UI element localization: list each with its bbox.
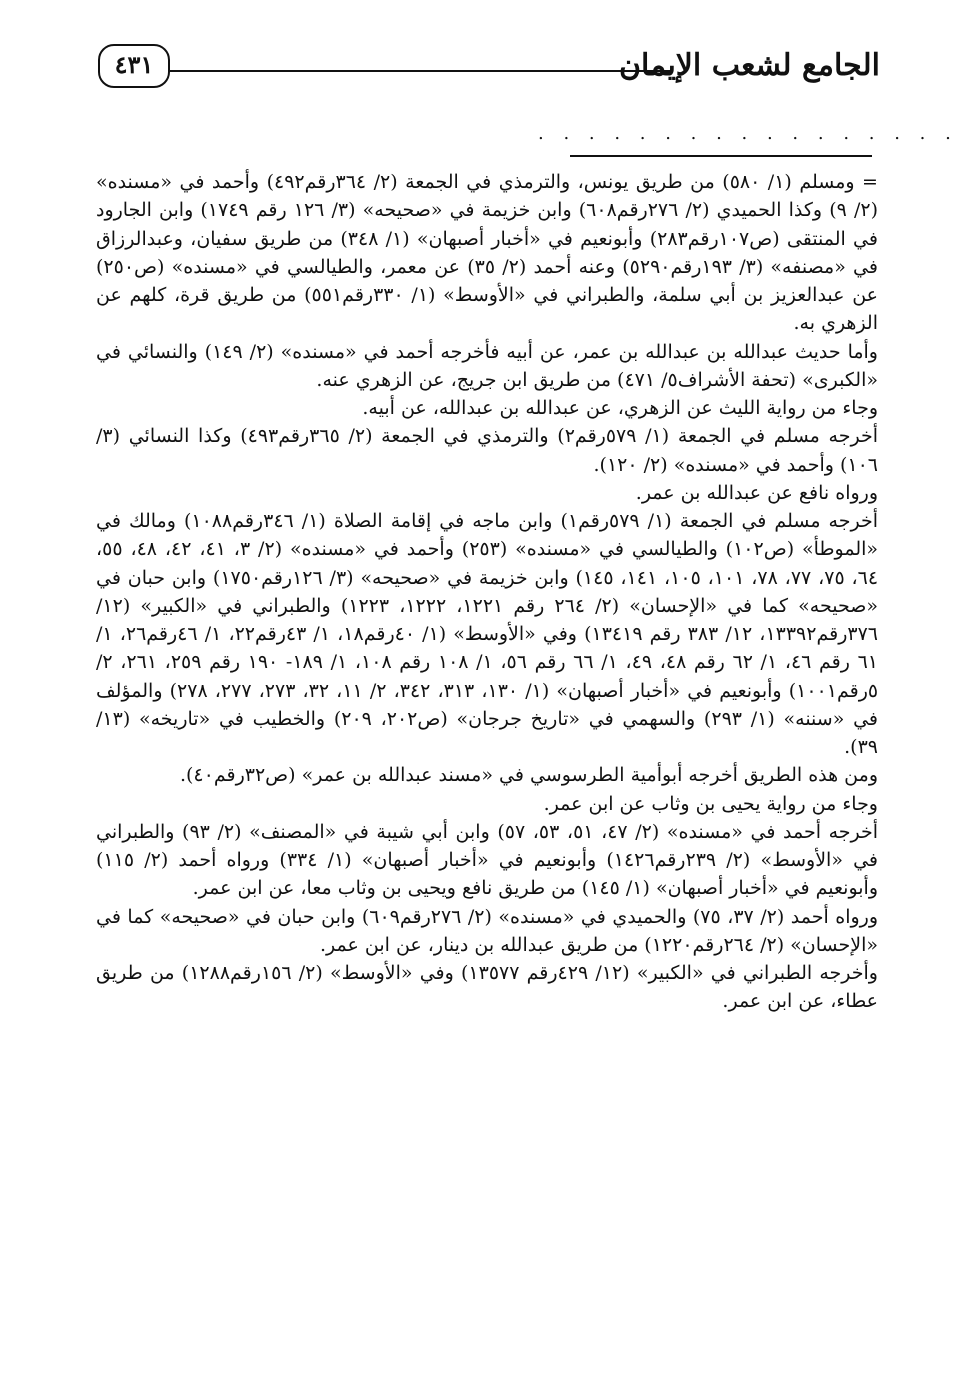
page-header — [98, 28, 880, 108]
footnote-paragraph: ورواه أحمد (٢/ ٣٧، ٧٥) والحميدي في «مسنده» (٢/ ٢٧٦رقم٦٠٩) وابن حبان في «صحيحه» كما في «الإحسان» (٢/ ٢٦٤رقم١٢٢٠) من طريق عبدالله بن دينار، عن ابن عمر. — [96, 905, 878, 956]
footnote-paragraph: ومن هذه الطريق أخرجه أبوأمية الطرسوسي في «مسند عبدالله بن عمر» (ص٣٢رقم٤٠). — [179, 764, 878, 787]
footnote-paragraph: أخرجه مسلم في الجمعة (١/ ٥٧٩رقم١) وابن ماجه في إقامة الصلاة (١/ ٣٤٦رقم١٠٨٨) ومالك في «الموطأ» (ص١٠٢) والطيالسي في «مسنده» (٢٥٣) وأحمد في «مسنده» (٢/ ٣، ٤١، ٤٢، ٤٨، ٥٥، ٦٤، ٧٥، ٧٧، ٧٨، ١٠١، ١٠٥، ١٤١، ١٤٥) وابن خزيمة في «صحيحه» (٣/ ١٢٦رقم١٧٥٠) وابن حبان في «صحيحه» كما في «الإحسان» (٢/ ٢٦٤ رقم ١٢٢١، ١٢٢٢، ١٢٢٣) والطبراني في «الكبير» (١٢/ ٣٧٦رقم١٣٣٩٢، ١٢/ ٣٨٣ رقم ١٣٤١٩) وفي «الأوسط» (١/ ٤٠رقم١٨، ١/ ٤٣رقم٢٢، ١/ ٤٦رقم٢٦، ١/ ٦١ رقم ٤٦، ١/ ٦٢ رقم ٤٨، ٤٩، ١/ ٦٦ رقم ٥٦، ١/ ١٠٨ رقم ١٠٨، ١/ ١٨٩- ١٩٠ رقم ٢٥٩، ٢٦١، ٢/ ٥رقم١٠٠١) وأبونعيم في «أخبار أصبهان» (١/ ١٣٠، ٣١٣، ٣٤٢، ٢/ ١١، ٣٢، ٢٧٣، ٢٧٧، ٢٧٨) والمؤلف في «سننه» (١/ ٢٩٣) والسهمي في «تاريخ جرجان» (ص٢٠٢، ٢٠٩) والخطيب في «تاريخه» (١٣/ ٣٩). — [96, 510, 879, 758]
footnote-separator-dots: . . . . . . . . . . . . . . . . . — [538, 123, 958, 144]
footnote-paragraph: ورواه نافع عن عبدالله بن عمر. — [635, 481, 878, 504]
footnote-body — [96, 168, 878, 1318]
footnote-paragraph: وأما حديث عبدالله بن عبدالله بن عمر، عن أبيه فأخرجه أحمد في «مسنده» (٢/ ١٤٩) والنسائي في «الكبرى» (تحفة الأشراف٥/ ٤٧١) من طريق ابن جريج، عن الزهري عنه. — [96, 340, 878, 391]
footnote-paragraph: = ومسلم (١/ ٥٨٠) من طريق يونس، والترمذي في الجمعة (٢/ ٣٦٤رقم٤٩٢) وأحمد في «مسنده» (٢/ ٩) وكذا الحميدي (٢/ ٢٧٦رقم٦٠٨) وابن خزيمة في «صحيحه» (٣/ ١٢٦ رقم ١٧٤٩) وابن الجارود في المنتقى (ص١٠٧رقم٢٨٣) وأبونعيم في «أخبار أصبهان» (١/ ٣٤٨) من طريق سفيان، وعبدالرزاق في «مصنفه» (٣/ ١٩٣رقم٥٢٩٠) وعنه أحمد (٢/ ٣٥) عن معمر، والطيالسي في «مسنده» (ص٢٥٠) عن عبدالعزيز بن أبي سلمة، والطبراني في «الأوسط» (١/ ٣٣٠رقم٥٥١) من طريق قرة، كلهم عن الزهري به. — [96, 171, 879, 335]
page-number: ٤٣١ — [98, 44, 170, 88]
footnote-rule — [570, 155, 872, 157]
running-title: الجامع لشعب الإيمان — [618, 48, 880, 83]
header-rule — [168, 70, 670, 72]
footnote-paragraph: أخرجه أحمد في «مسنده» (٢/ ٤٧، ٥١، ٥٣، ٥٧) وابن أبي شيبة في «المصنف» (٢/ ٩٣) والطبراني في «الأوسط» (٢/ ٢٣٩رقم١٤٢٦) وأبونعيم في «أخبار أصبهان» (١/ ٣٣٤) ورواه أحمد (٢/ ١١٥) وأبونعيم في «أخبار أصبهان» (١/ ١٤٥) من طريق نافع ويحيى بن وثاب معا، عن ابن عمر. — [96, 820, 879, 900]
footnote-paragraph: وأخرجه الطبراني في «الكبير» (١٢/ ٤٢٩رقم ١٣٥٧٧) وفي «الأوسط» (٢/ ١٥٦رقم١٢٨٨) من طريق عطاء، عن ابن عمر. — [96, 962, 878, 1013]
footnote-paragraph: وجاء من رواية يحيى بن وثاب عن ابن عمر. — [543, 792, 878, 815]
footnote-paragraph: أخرجه مسلم في الجمعة (١/ ٥٧٩رقم٢) والترمذي في الجمعة (٢/ ٣٦٥رقم٤٩٣) وكذا النسائي (٣/ ١٠٦) وأحمد في «مسنده» (٢/ ١٢٠). — [96, 425, 878, 476]
footnote-paragraph: وجاء من رواية الليث عن الزهري، عن عبدالله بن عبدالله، عن أبيه. — [362, 397, 878, 419]
